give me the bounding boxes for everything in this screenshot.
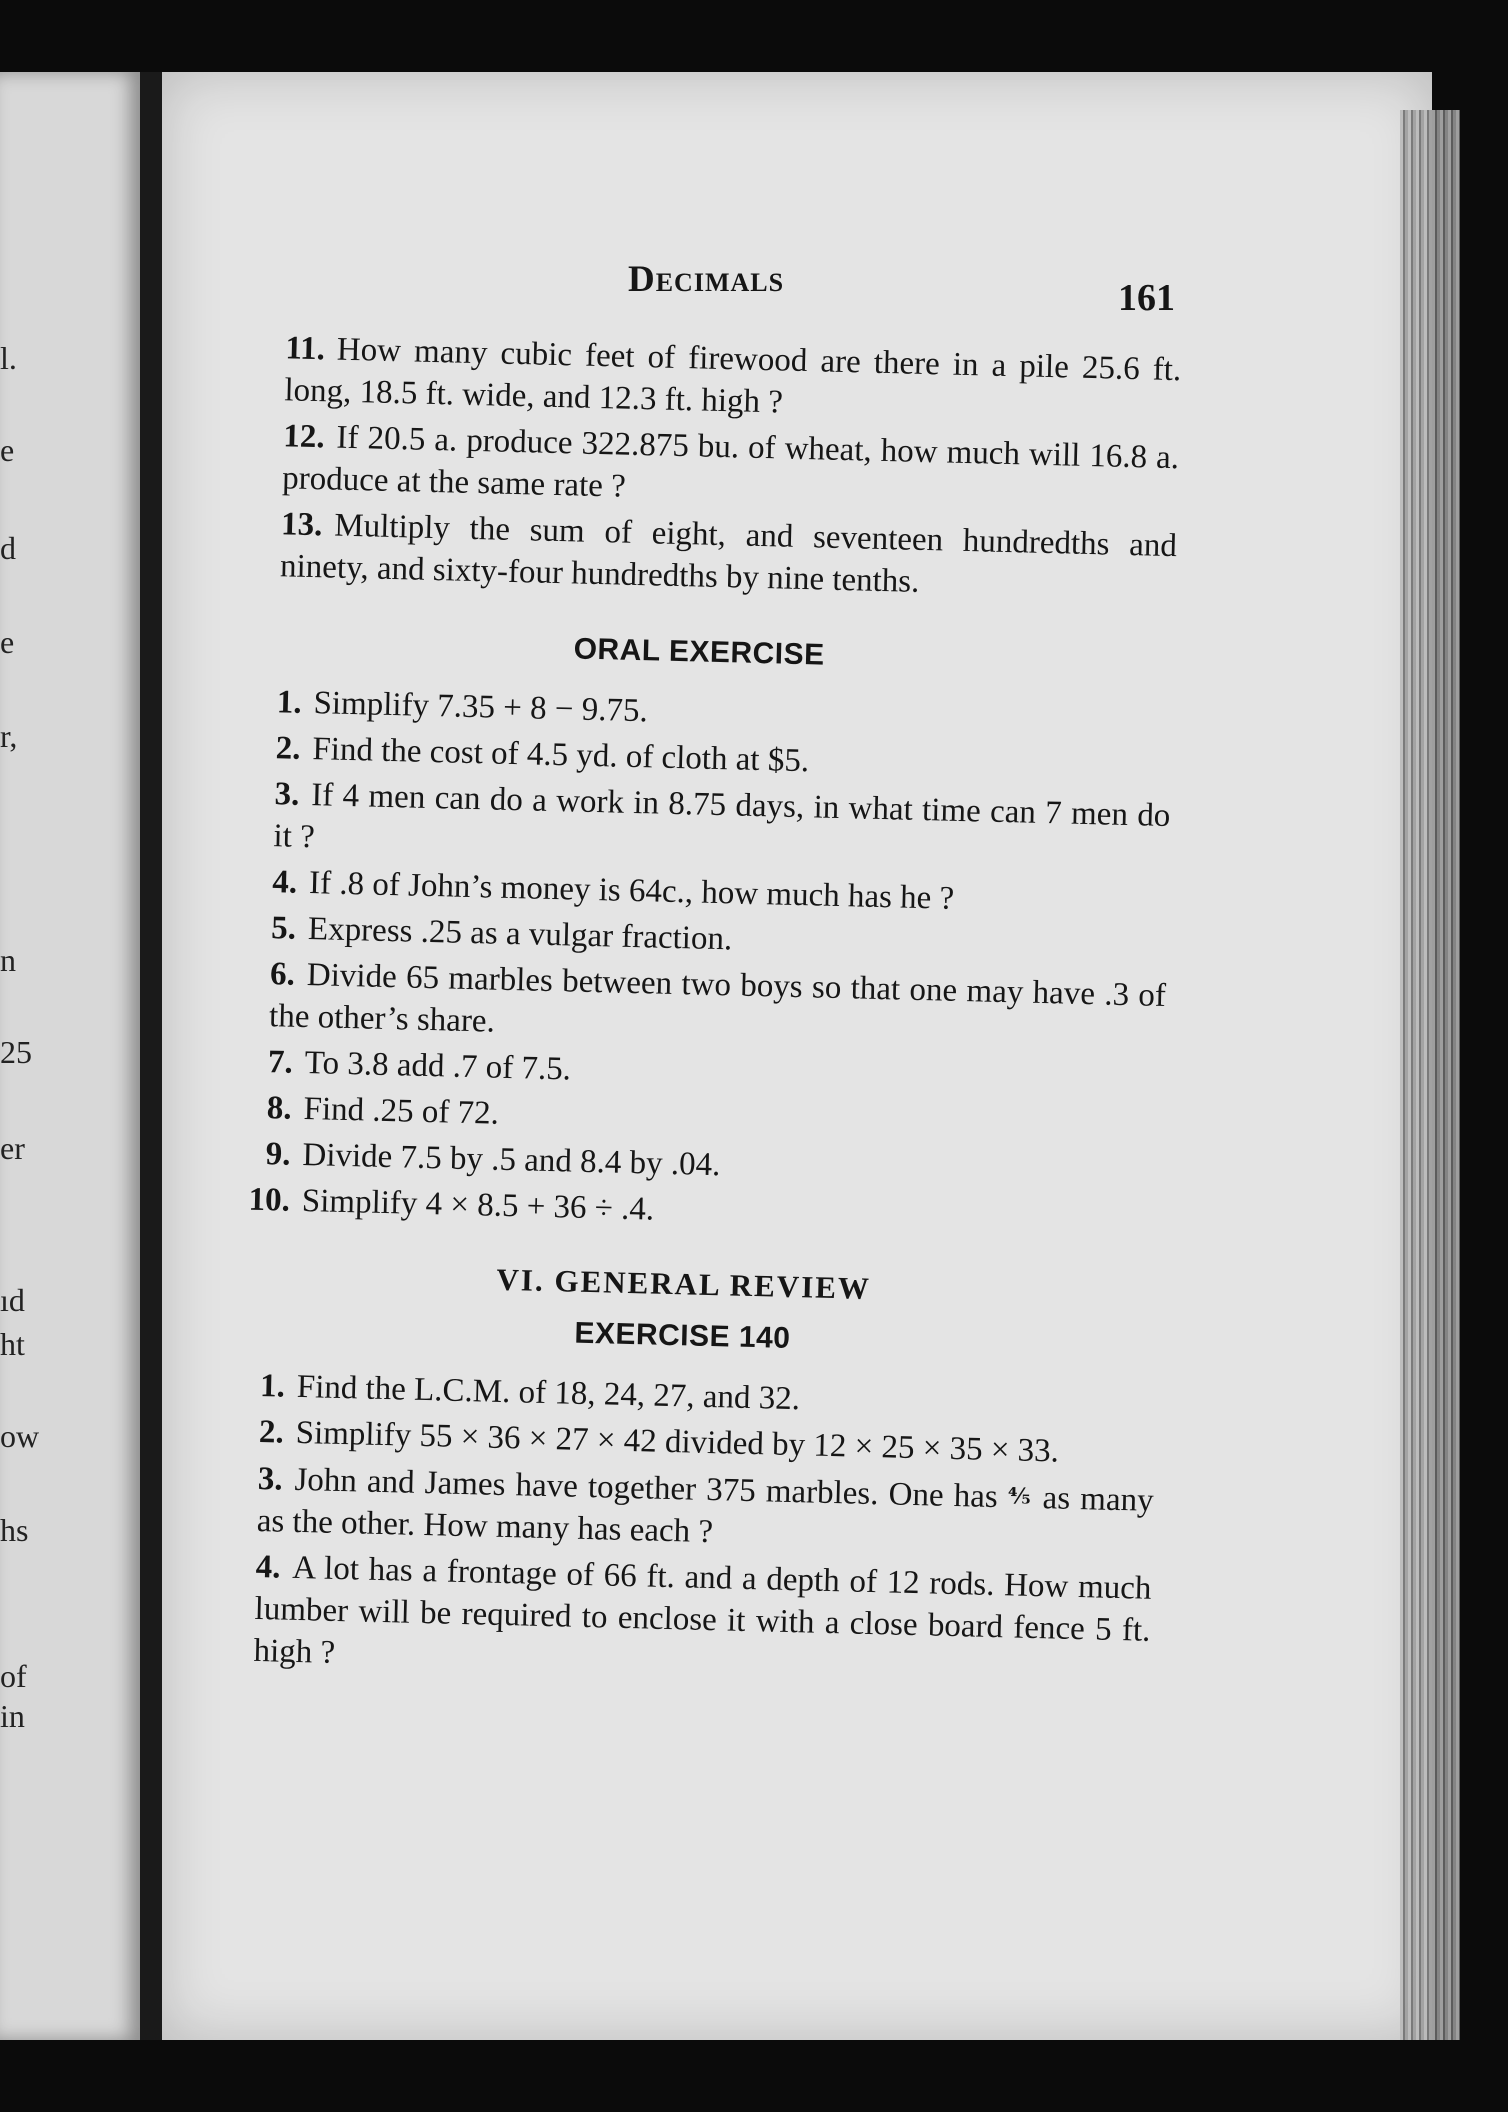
item-text: To 3.8 add .7 of 7.5. — [304, 1045, 572, 1088]
left-page-text: r, — [0, 718, 18, 754]
left-page-text: of — [0, 1658, 27, 1694]
item-number: 2. — [258, 1413, 285, 1451]
left-page-text: 25 — [0, 1034, 32, 1070]
oral-exercise-heading: ORAL EXERCISE — [573, 632, 826, 672]
item-text: Simplify 4 × 8.5 + 36 ÷ .4. — [301, 1182, 655, 1228]
running-head: Decimals — [628, 259, 785, 300]
item-number: 6. — [269, 956, 296, 993]
item-number: 1. — [259, 1368, 286, 1405]
page-body — [199, 326, 1182, 1698]
item-number: 8. — [266, 1090, 293, 1127]
item-number: 10. — [248, 1181, 291, 1219]
item-number: 9. — [265, 1136, 291, 1173]
problem — [226, 502, 1178, 609]
item-text: Divide 7.5 by .5 and 8.4 by .04. — [302, 1136, 721, 1184]
item-text: as many as the other. How many has each ? — [256, 1480, 1155, 1551]
section-title: VI. GENERAL REVIEW — [496, 1261, 872, 1306]
left-page-fragment — [0, 72, 140, 2040]
item-number: 4. — [255, 1548, 281, 1586]
item-text: If 4 men can do a work in 8.75 days, in what time can 7 men do it ? — [273, 777, 1171, 856]
item-text: If .8 of John’s money is 64c., how much has he ? — [308, 865, 955, 917]
item-number: 3. — [257, 1460, 284, 1498]
item-number: 2. — [275, 730, 301, 767]
left-page-text: er — [0, 1130, 25, 1166]
item-text: Express .25 as a vulgar fraction. — [307, 911, 733, 958]
item-text: Simplify 55 × 36 × 27 × 42 divided by 12 × 25 × 35 × 33. — [295, 1414, 1060, 1470]
exercise-heading: EXERCISE 140 — [574, 1316, 791, 1355]
problem-number: 11. — [285, 330, 326, 368]
left-page-text: ht — [0, 1326, 25, 1362]
item-text: Divide 65 marbles between two boys so that one may have .3 of the other’s share. — [268, 957, 1167, 1040]
left-page-text: e — [0, 432, 15, 468]
item-text: Find the cost of 4.5 yd. of cloth at $5. — [311, 731, 810, 780]
item-text: Find the L.C.M. of 18, 24, 27, and 32. — [296, 1368, 801, 1418]
left-page-text: d — [0, 530, 16, 566]
left-page-text: ow — [0, 1418, 40, 1454]
item-number: 7. — [267, 1044, 294, 1081]
problem-text: How many cubic feet of firewood are there in a pile 25.6 ft. long, 18.5 ft. wide, and 12.3 ft. high ? — [284, 331, 1182, 421]
item-number: 1. — [276, 684, 303, 721]
item-text: A lot has a frontage of 66 ft. and a depth of 12 rods. How much lumber will be required to enclose it with a close board fence 5 ft. high ? — [253, 1549, 1152, 1671]
item-number: 5. — [270, 910, 297, 947]
problem-number: 12. — [282, 418, 325, 456]
left-page-text: ıd — [0, 1282, 25, 1318]
left-page-text: e — [0, 624, 15, 660]
page-edges — [1400, 110, 1460, 2040]
book-gutter — [140, 72, 162, 2040]
item-text: Simplify 7.35 + 8 − 9.75. — [313, 685, 649, 730]
left-page-text: l. — [0, 340, 17, 376]
left-page-text: n — [0, 942, 16, 978]
item-text: John and James have together 375 marbles. One has — [294, 1461, 999, 1516]
review-item — [199, 1545, 1152, 1694]
item-number: 4. — [271, 864, 298, 901]
fraction: ⅘ — [1007, 1483, 1033, 1509]
left-page-text: in — [0, 1698, 25, 1734]
problem-text: If 20.5 a. produce 322.875 bu. of wheat, how much will 16.8 a. produce at the same rate ? — [281, 419, 1180, 505]
problem-number: 13. — [280, 506, 323, 544]
left-page-text: hs — [0, 1512, 29, 1548]
problem-text: Multiply the sum of eight, and seventeen hundredths and ninety, and sixty-four hundredths by nine tenths. — [279, 507, 1178, 600]
page-number: 161 — [1118, 277, 1175, 319]
item-text: Find .25 of 72. — [303, 1090, 500, 1132]
item-number: 3. — [274, 776, 300, 813]
